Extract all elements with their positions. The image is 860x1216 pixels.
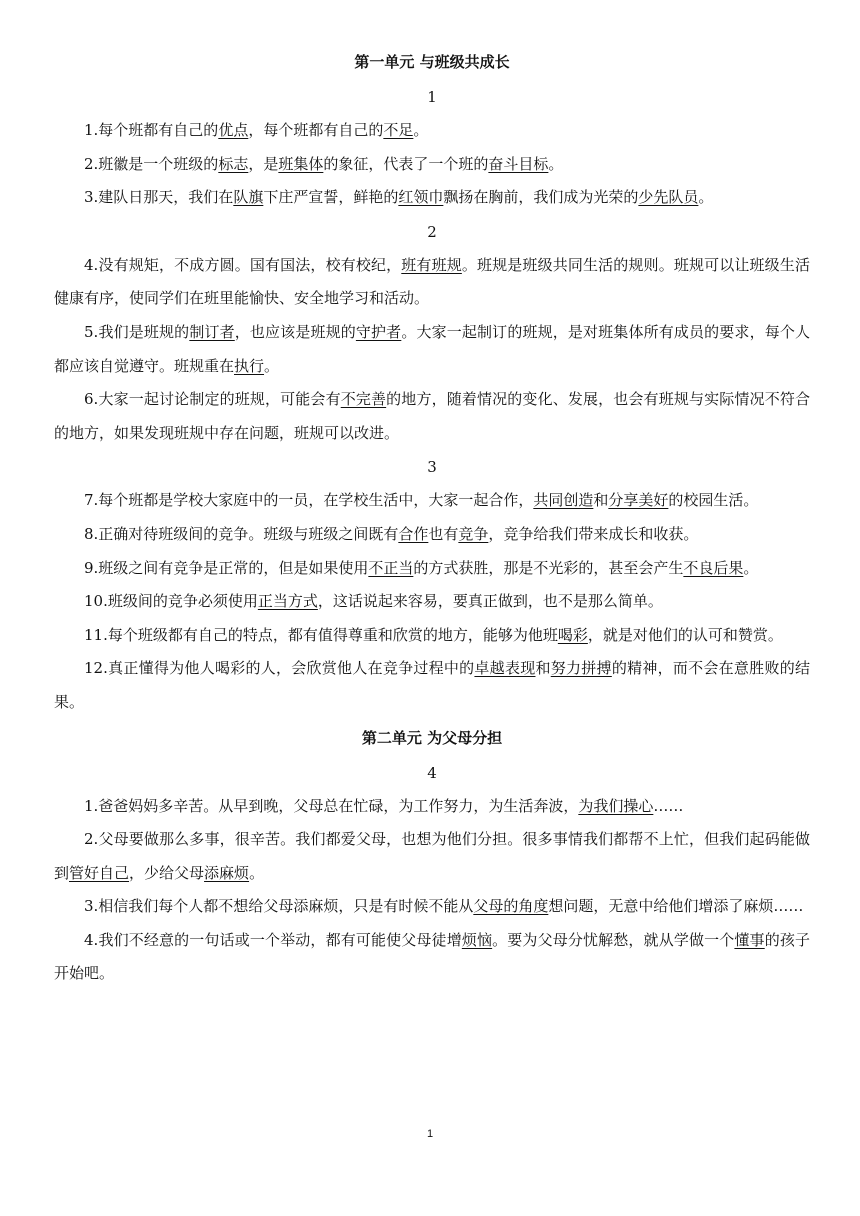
paragraph: 4.没有规矩，不成方圆。国有国法，校有校纪，班有班规。班规是班级共同生活的规则。班规可以让班级生活健康有序，使同学们在班里能愉快、安全地学习和活动。	[54, 255, 810, 308]
underlined-keyword: 不足	[383, 121, 414, 139]
underlined-keyword: 为我们操心	[578, 796, 654, 815]
underlined-keyword: 竞争	[458, 524, 489, 543]
paragraph: 5.我们是班规的制订者，也应该是班规的守护者。大家一起制订的班规，是对班集体所有成员的要求，每个人都应该自觉遵守。班规重在执行。	[54, 322, 810, 375]
underlined-keyword: 班集体	[278, 154, 324, 173]
underlined-keyword: 执行	[234, 356, 265, 375]
unit-1-title: 第一单元 与班级共成长	[354, 53, 510, 71]
page-number: 1	[426, 1128, 434, 1140]
underlined-keyword: 不良后果	[683, 558, 744, 577]
paragraph: 6.大家一起讨论制定的班规，可能会有不完善的地方，随着情况的变化、发展，也会有班规与实际情况不符合的地方，如果发现班规中存在问题，班规可以改进。	[54, 390, 810, 442]
underlined-keyword: 管好自己	[69, 863, 130, 882]
underlined-keyword: 懂事	[734, 930, 765, 949]
underlined-keyword: 守护者	[355, 322, 402, 341]
underlined-keyword: 标志	[218, 154, 249, 173]
paragraph: 11.每个班级都有自己的特点，都有值得尊重和欣赏的地方，能够为他班喝彩，就是对他们的认可和赞赏。	[84, 625, 783, 644]
underlined-keyword: 卓越表现	[474, 659, 536, 678]
underlined-keyword: 喝彩	[557, 625, 588, 644]
unit-2-title: 第二单元 为父母分担	[361, 728, 503, 747]
underlined-keyword: 班有班规	[401, 255, 462, 274]
paragraph: 9.班级之间有竞争是正常的，但是如果使用不正当的方式获胜，那是不光彩的，甚至会产生不良后果。	[84, 558, 759, 577]
paragraph: 8.正确对待班级间的竞争。班级与班级之间既有合作也有竞争，竞争给我们带来成长和收获。	[84, 524, 699, 543]
underlined-keyword: 正当方式	[257, 592, 318, 611]
document-page	[54, 44, 810, 991]
lesson-number-2: 2	[427, 222, 437, 241]
underlined-keyword: 添麻烦	[204, 863, 250, 882]
underlined-keyword: 不完善	[340, 390, 387, 409]
lesson-number-3: 3	[427, 458, 437, 477]
paragraph: 2.父母要做那么多事，很辛苦。我们都爱父母，也想为他们分担。很多事情我们都帮不上忙，但我们起码能做到管好自己，少给父母添麻烦。	[54, 830, 810, 882]
underlined-keyword: 不正当	[368, 558, 414, 577]
paragraph: 3.相信我们每个人都不想给父母添麻烦，只是有时候不能从父母的角度想问题，无意中给他们增添了麻烦……	[84, 897, 804, 916]
paragraph: 12.真正懂得为他人喝彩的人，会欣赏他人在竞争过程中的卓越表现和努力拼搏的精神，而不会在意胜败的结果。	[54, 659, 810, 711]
underlined-keyword: 努力拼搏	[550, 659, 612, 678]
underlined-keyword: 制订者	[189, 322, 235, 341]
lesson-number-4: 4	[427, 763, 437, 782]
paragraph: 2.班徽是一个班级的标志，是班集体的象征，代表了一个班的奋斗目标。	[84, 154, 564, 173]
underlined-keyword: 少先队员	[638, 188, 699, 207]
underlined-keyword: 奋斗目标	[488, 154, 549, 173]
paragraph: 4.我们不经意的一句话或一个举动，都有可能使父母徒增烦恼。要为父母分忧解愁，就从学做一个懂事的孩子开始吧。	[54, 930, 810, 983]
paragraph: 7.每个班都是学校大家庭中的一员，在学校生活中，大家一起合作，共同创造和分享美好的校园生活。	[84, 491, 759, 510]
paragraph: 10.班级间的竞争必须使用正当方式，这话说起来容易，要真正做到，也不是那么简单。	[84, 592, 663, 611]
underlined-keyword: 父母的角度	[473, 897, 549, 916]
lesson-number-1: 1	[427, 88, 437, 106]
paragraph: 1.爸爸妈妈多辛苦。从早到晚，父母总在忙碌，为工作努力，为生活奔波，为我们操心……	[84, 796, 684, 815]
underlined-keyword: 烦恼	[461, 930, 493, 949]
underlined-keyword: 队旗	[233, 188, 264, 207]
underlined-keyword: 优点	[218, 121, 249, 139]
underlined-keyword: 合作	[398, 524, 429, 543]
underlined-keyword: 红领巾	[398, 188, 444, 207]
paragraph: 3.建队日那天，我们在队旗下庄严宣誓，鲜艳的红领巾飘扬在胸前，我们成为光荣的少先队员。	[84, 188, 714, 207]
underlined-keyword: 分享美好	[608, 491, 669, 510]
paragraph: 1.每个班都有自己的优点，每个班都有自己的不足。	[84, 121, 429, 139]
underlined-keyword: 共同创造	[533, 491, 594, 510]
